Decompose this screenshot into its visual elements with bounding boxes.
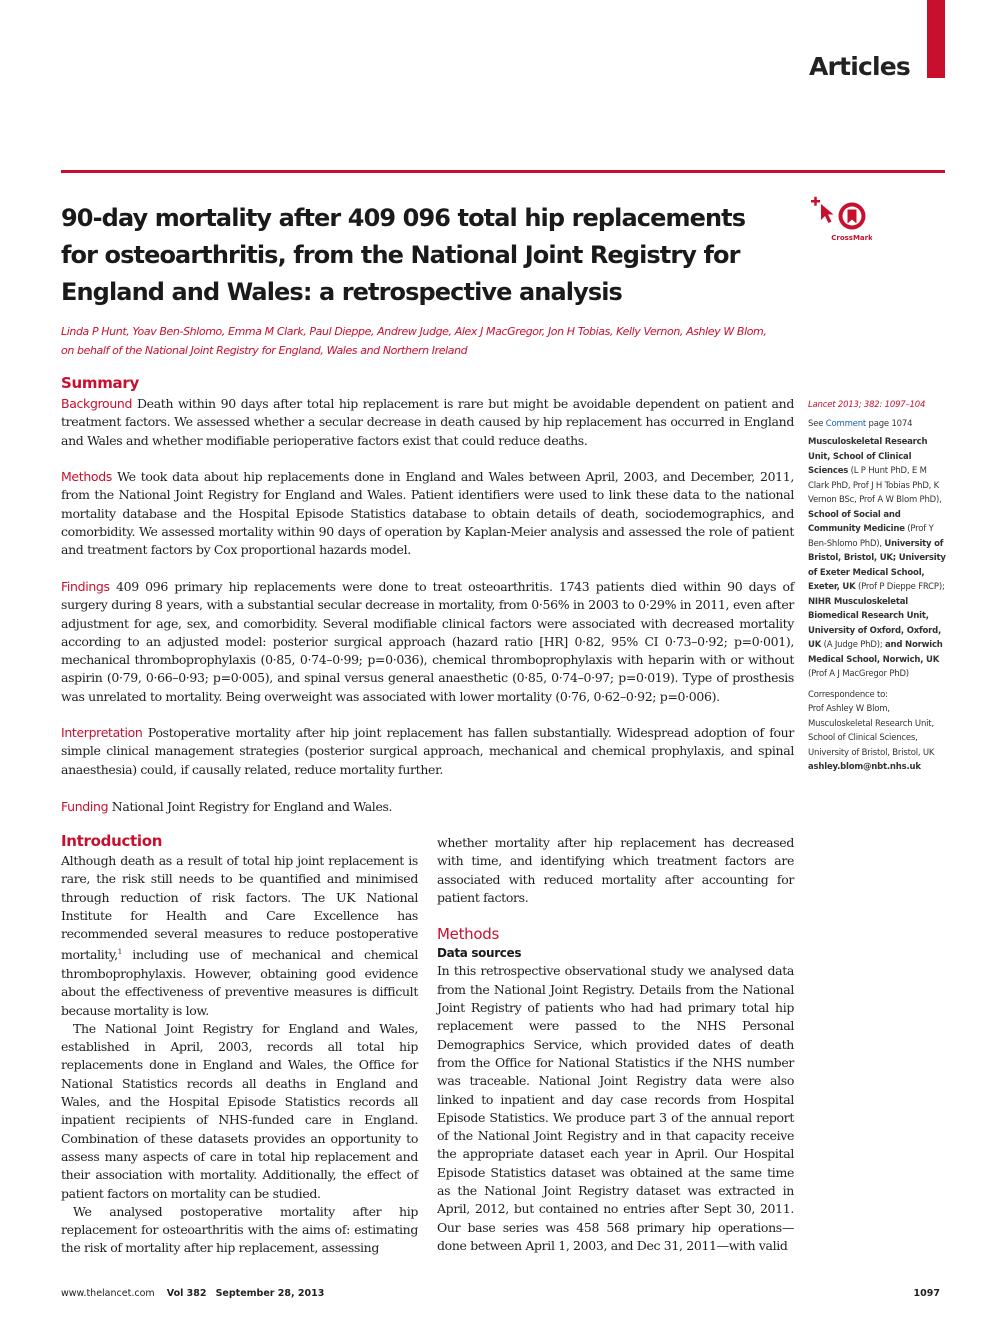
- intro-paragraph-2: The National Joint Registry for England and Wales, established in April, 2003, records all total hip replacements done in England and Wales, the Office for National Statistics records all deaths in England and Wales, and the Hospital Episode Statistics records all inpatient recipients of NHS-funded care in England. Combination of these datasets provides an opportunity to assess many aspects of care in total hip replacement and their association with mortality. Additionally, the effect of patient factors on mortality can be studied.: [61, 1020, 418, 1201]
- affiliation-8: and Norwich Medical School, Norwich, UK: [808, 640, 943, 665]
- funding-text: National Joint Registry for England and Wales.: [111, 799, 393, 814]
- interpretation-label: Interpretation: [61, 725, 143, 740]
- see-prefix: See: [808, 418, 826, 429]
- comment-link[interactable]: Comment: [825, 418, 867, 429]
- article-title: 90-day mortality after 409 096 total hip replacements for osteoarthritis, from the National Joint Registry for England and Wales: a retrospective analysis: [61, 204, 746, 306]
- intro-paragraph-3: We analysed postoperative mortality after hip replacement for osteoarthritis with the aims of: estimating the risk of mortality after hip replacement, assessing: [61, 1203, 418, 1256]
- methods-paragraph-1: In this retrospective observational study we analysed data from the National Joint Registry. Details from the National Joint Registry of patients who had had primary total hip replacement were passed to the NHS Personal Demographics Service, which provided dates of death from the Office for National Statistics if the NHS number was traceable. National Joint Registry data were also linked to inpatient and day case records from Hospital Episode Statistics. We produce part 3 of the annual report of the National Joint Registry and in that capacity receive the appropriate dataset each year in April. Our Hospital Episode Statistics dataset was obtained at the same time as the National Joint Registry dataset was extracted in April, 2012, but contained no entries after Sept 30, 2011. Our base series was 458 568 primary hip operations—done between April 1, 2003, and Dec 31, 2011—with valid: [437, 963, 794, 1253]
- correspondence-line: Musculoskeletal Research Unit,: [808, 718, 934, 729]
- correspondence-email[interactable]: ashley.blom@nbt.nhs.uk: [808, 762, 921, 772]
- background-text: Death within 90 days after total hip replacement is rare but might be avoidable dependent on patient and treatment factors. We assessed whether a secular decrease in death caused by hip replacement has occurred in England and Wales and whether modifiable perioperative factors exist that could reduce deaths.: [61, 396, 795, 448]
- intro-paragraph-1: [61, 852, 418, 1020]
- section-color-tab: [927, 0, 945, 78]
- affiliation-9: (Prof A J MacGregor PhD): [808, 669, 909, 679]
- author-list: Linda P Hunt, Yoav Ben-Shlomo, Emma M Clark, Paul Dieppe, Andrew Judge, Alex J MacGregor, Jon H Tobias, Kelly Vernon, Ashley W Blom, on behalf of the National Joint Registry for England, Wales and Northern Ireland: [61, 325, 767, 357]
- background-label: Background: [61, 396, 133, 411]
- affiliations: [808, 435, 948, 682]
- footer-info: [61, 1288, 324, 1299]
- crossmark-badge[interactable]: [808, 195, 872, 243]
- intro-p1-text-a: Although death as a result of total hip joint replacement is rare, the risk still needs to be quantified and minimised through reduction of risk factors. The UK National Institute for Health and Care Excellence has recommended several measures to reduce postoperative mortality,: [61, 853, 418, 963]
- affiliation-7: (A Judge PhD);: [821, 640, 885, 650]
- affiliation-2: School of Social and Community Medicine: [808, 509, 905, 534]
- affiliation-6: NIHR Musculoskeletal Biomedical Research Unit, University of Oxford, Oxford, UK: [808, 596, 942, 650]
- correspondence-line: University of Bristol, Bristol, UK: [808, 747, 935, 758]
- abstract-findings: [61, 578, 794, 706]
- sidebar: [808, 398, 948, 775]
- correspondence-line: Prof Ashley W Blom,: [808, 704, 890, 714]
- interpretation-text: Postoperative mortality after hip joint replacement has fallen substantially. Widespread adoption of four simple clinical management strategies (posterior surgical approach, mechanical and chemical prophylaxis, and spinal anaesthesia) could, if causally related, reduce mortality further.: [61, 725, 794, 777]
- affiliation-5: (Prof P Dieppe FRCP);: [855, 582, 945, 592]
- introduction-heading: Introduction: [61, 832, 163, 850]
- methods-heading: Methods: [437, 925, 499, 944]
- funding-label: Funding: [61, 799, 109, 814]
- affiliation-4: University of Bristol, Bristol, UK; University of Exeter Medical School, Exeter, UK: [808, 538, 946, 592]
- correspondence-line: School of Clinical Sciences,: [808, 733, 918, 743]
- data-sources-subheading: Data sources: [437, 946, 522, 961]
- affiliation-0: Musculoskeletal Research Unit, School of Clinical Sciences: [808, 437, 928, 476]
- correspondence-label: Correspondence to:: [808, 689, 888, 700]
- footer-volume: Vol 382: [166, 1288, 207, 1299]
- abstract-funding: [61, 798, 794, 816]
- crossmark-label: CrossMark: [831, 234, 872, 242]
- abstract-background: [61, 395, 794, 450]
- introduction-column: [61, 852, 418, 1258]
- footer-website[interactable]: www.thelancet.com: [61, 1288, 155, 1299]
- right-column: [437, 834, 794, 1255]
- summary-heading: Summary: [61, 374, 139, 392]
- crossmark-icon: [808, 195, 872, 243]
- page-number: 1097: [913, 1288, 940, 1299]
- findings-label: Findings: [61, 579, 110, 594]
- abstract-methods: [61, 468, 794, 559]
- see-comment: [808, 417, 948, 432]
- findings-text: 409 096 primary hip replacements were done to treat osteoarthritis. 1743 patients died within 90 days of surgery during 8 years, with a substantial secular decrease in mortality, from 0·56% in 2003 to 0·29% in 2011, even after adjustment for age, sex, and comorbidity. Several modifiable clinical factors were associated with decreased mortality according to an adjusted model: posterior surgical approach (hazard ratio [HR] 0·82, 95% CI 0·73–0·92; p=0·001), mechanical thromboprophylaxis (0·85, 0·74–0·99; p=0·036), chemical thromboprophylaxis with heparin with or without aspirin (0·79, 0·66–0·93; p=0·005), and spinal versus general anaesthetic (0·85, 0·74–0·97; p=0·019). Type of prosthesis was unrelated to mortality. Being overweight was associated with lower mortality (0·76, 0·62–0·92; p=0·006).: [61, 579, 794, 704]
- affiliation-3: (Prof Y Ben-Shlomo PhD),: [808, 524, 934, 549]
- see-suffix: page 1074: [866, 418, 913, 429]
- intro-p1-text-b: including use of mechanical and chemical thromboprophylaxis. However, obtaining good evidence about the effectiveness of preventive measures is difficult because mortality is low.: [61, 947, 418, 1018]
- affiliation-1: (L P Hunt PhD, E M Clark PhD, Prof J H Tobias PhD, K Vernon BSc, Prof A W Blom PhD),: [808, 466, 942, 505]
- section-label: Articles: [808, 52, 910, 81]
- intro-paragraph-3-continued: whether mortality after hip replacement has decreased with time, and identifying which treatment factors are associated with reduced mortality after accounting for patient factors.: [437, 835, 794, 905]
- methods-text: We took data about hip replacements done in England and Wales between April, 2003, and December, 2011, from the National Joint Registry for England and Wales. Patient identifiers were used to link these data to the national mortality database and the Hospital Episode Statistics database to obtain details of death, sociodemographics, and comorbidity. We assessed mortality within 90 days of operation by Kaplan-Meier analysis and assessed the role of patient and treatment factors by Cox proportional hazards model.: [61, 469, 794, 558]
- reference-1-link[interactable]: 1: [117, 948, 122, 957]
- methods-label: Methods: [61, 469, 112, 484]
- citation: Lancet 2013; 382: 1097–104: [808, 400, 926, 410]
- abstract-interpretation: [61, 724, 794, 779]
- footer-date: September 28, 2013: [215, 1288, 325, 1299]
- title-rule: [61, 170, 945, 173]
